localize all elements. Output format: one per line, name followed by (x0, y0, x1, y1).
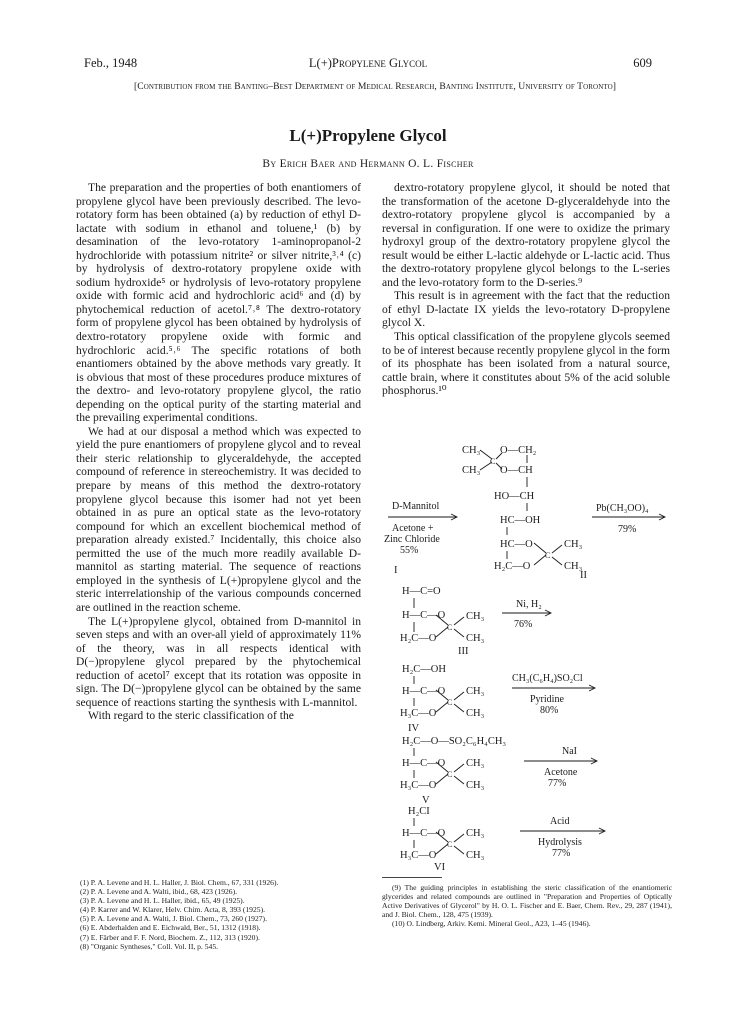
paragraph: dextro-rotatory propylene glycol, it should be noted that the transformation of the acetone D-glyceraldehyde into the dextro-rotatory propylene glycol is accompanied by a reversal in configuration. If one were to oxidize the primary hydroxyl group of the dextro-rotatory propylene glycol the result would be either L-lactic aldehyde or L-lactic acid. Thus the dextro-rotatory propylene glycol belongs to the L-series and the levo-rotatory form to the D-series.⁹ (382, 181, 670, 289)
compound-label: V (422, 795, 430, 806)
footnote: (8) "Organic Syntheses," Coll. Vol. II, p. 545. (80, 941, 219, 951)
ring-ch3: CH₃ (466, 758, 485, 769)
chain-group: H₃C—O (400, 780, 437, 791)
chain-group: H₂C—O (400, 633, 437, 644)
bond (454, 617, 464, 625)
ring-ch3: CH₃ (564, 561, 583, 572)
footnote: (3) P. A. Levene and H. L. Haller, ibid., 65, 49 (1925). (80, 896, 245, 906)
yield: 80% (540, 705, 559, 716)
bond (496, 453, 502, 459)
footnote: (5) P. A. Levene and A. Walti, J. Biol. Chem., 73, 260 (1927). (80, 914, 267, 924)
ring-ch3: CH₃ (466, 686, 485, 697)
footnotes-right (382, 883, 672, 928)
left-column (76, 181, 361, 723)
reagent: NaI (562, 746, 577, 757)
footnote: (10) O. Lindberg, Arkiv. Kemi. Mineral Geol., A23, 1–45 (1946). (392, 919, 591, 929)
bond (552, 557, 562, 565)
chain-group: HC—OH (500, 515, 541, 526)
paragraph: With regard to the steric classification of the (88, 709, 294, 723)
bond (454, 629, 464, 637)
chain-group: H₃C—O (400, 850, 437, 861)
chain-group: HO—CH (494, 491, 535, 502)
ring-ch3: CH₃ (462, 465, 481, 476)
compound-label: II (580, 570, 587, 581)
paragraph: This optical classification of the propylene glycols seemed to be of interest because recently propylene glycol in the form of its phosphate has been isolated from a natural source, cattle brain, where it constitutes about 5% of the acid soluble phosphorus.¹⁰ (382, 330, 670, 398)
compound-III (400, 586, 485, 657)
byline: By Erich Baer and Hermann O. L. Fischer (262, 158, 474, 170)
ketal-carbon: C (490, 457, 496, 466)
ring-ch3: CH₃ (466, 611, 485, 622)
paragraph: The preparation and the properties of both enantiomers of propylene glycol have been previously described. The levo-rotatory form has been obtained (a) by reduction of ethyl D-lactate with sodium in ethanol and toluene,¹ (b) by desamination of the levo-rotatory 1-aminopropanol-2 hydrochloride with potassium nitrite² or silver nitrite,³˒⁴ (c) by hydrolysis of dextro-rotatory propylene oxide with sodium hydroxide⁵ or hydrolysis of levo-rotatory propylene oxide with formic acid and hydrochloric acid⁶ and (d) by phytochemical reduction of acetol.⁷˒⁸ The dextro-rotatory form of propylene glycol has been obtained by hydrolysis of dextro-rotatory propylene oxide with formic and hydrochloric acid.⁵˒⁶ The specific rotations of both enantiomers obtained by the above methods vary greatly. It is obvious that most of these procedures produce mixtures of the dextro- and levo-rotatory propylene glycol, the ratio depending on the optical purity of the starting material and the prevailing experimental conditions. (76, 181, 361, 425)
condition: Acetone + (392, 523, 434, 534)
chain-group: H₃C—O (400, 708, 437, 719)
step-5 (524, 746, 597, 789)
chain-group: H—C=O (402, 586, 441, 597)
yield: 79% (618, 524, 637, 535)
yield: 77% (552, 848, 571, 859)
step-2 (592, 503, 665, 535)
condition: Acetone (544, 767, 578, 778)
ketal-carbon: C (447, 770, 453, 779)
bond (454, 692, 464, 700)
ring-ch3: CH₃ (462, 445, 481, 456)
condition: 55% (400, 545, 419, 556)
ketal-carbon: C (447, 623, 453, 632)
paragraph: This result is in agreement with the fact that the reduction of ethyl D-lactate IX yields the levo-rotatory D-propylene glycol X. (382, 289, 670, 330)
compound-label: I (394, 565, 398, 576)
ring-oxygen: O—CH₂ (500, 445, 537, 456)
yield: 77% (548, 778, 567, 789)
footnote: (6) E. Abderhalden and E. Eichwald, Ber., 51, 1312 (1918). (80, 923, 261, 933)
condition: Hydrolysis (538, 837, 582, 848)
paragraph: The L(+)propylene glycol, obtained from D-mannitol in seven steps and with an over-all yield of approximately 11% of the theory, was in all respects identical with D(−)propylene glycol prepared by the phytochemical reduction of acetol⁷ except that its rotation was opposite in sign. The D(−)propylene glycol can be obtained by the same sequence of reactions starting the synthesis with L-mannitol. (76, 614, 361, 709)
footnote: (4) P. Karrer and W. Klarer, Helv. Chim. Acta, 8, 393 (1925). (80, 905, 265, 915)
compound-I-II (394, 445, 587, 581)
bond (454, 834, 464, 842)
step-6 (520, 816, 605, 859)
ring-ch3: CH₃ (466, 633, 485, 644)
ketal-carbon: C (447, 840, 453, 849)
step-4 (512, 673, 595, 716)
reaction-scheme (382, 441, 672, 871)
step-1 (384, 501, 457, 556)
step-3 (502, 599, 551, 630)
footnote: (2) P. A. Levene and A. Walti, ibid., 68, 423 (1926). (80, 887, 238, 897)
reagent: CH₃(C₆H₄)SO₂Cl (512, 673, 583, 684)
chain-group: HC—O (500, 539, 533, 550)
condition: Zinc Chloride (384, 534, 440, 545)
chain-group: H₂CI (408, 806, 430, 817)
bond (552, 545, 562, 553)
footnote: (1) P. A. Levene and H. L. Haller, J. Biol. Chem., 67, 331 (1926). (80, 878, 279, 887)
ring-ch3: CH₃ (564, 539, 583, 550)
bond (454, 846, 464, 854)
chain-group: H—C—O (402, 828, 446, 839)
ring-ch3: CH₃ (466, 828, 485, 839)
chain-group: H—C—O (402, 610, 446, 621)
running-title: L(+)Propylene Glycol (308, 56, 428, 70)
bond (454, 776, 464, 784)
ketal-carbon: C (447, 698, 453, 707)
compound-label: VI (434, 862, 446, 871)
compound-label: IV (408, 723, 420, 734)
article-title: L(+)Propylene Glycol (289, 126, 447, 145)
chain-group: H₂C—OH (402, 664, 446, 675)
ketal-carbon: C (545, 551, 551, 560)
reagent: D-Mannitol (392, 501, 440, 512)
ring-ch3: CH₃ (466, 780, 485, 791)
reagent: Pb(CH₃OO)₄ (596, 503, 649, 514)
bond (454, 704, 464, 712)
chain-group: H—C—O (402, 758, 446, 769)
page-number: 609 (633, 56, 652, 70)
reagent: Ni, H₂ (516, 599, 542, 610)
reagent: Acid (550, 816, 570, 827)
compound-label: III (458, 646, 469, 657)
issue-date: Feb., 1948 (84, 56, 138, 70)
running-head (84, 56, 652, 74)
ring-ch3: CH₃ (466, 850, 485, 861)
compound-V (400, 736, 506, 806)
chain-group: H—C—O (402, 686, 446, 697)
compound-IV (400, 664, 485, 734)
chain-group: H₂C—O (494, 561, 531, 572)
compound-VI (400, 806, 485, 871)
footnotes-left (76, 878, 366, 951)
ring-oxygen: O—CH (500, 465, 533, 476)
footnote-rule (382, 877, 442, 878)
condition: Pyridine (530, 694, 564, 705)
footnote: (9) The guiding principles in establishing the steric classification of the enantiomeric glycerides and related compounds are outlined in "Preparation and Properties of Optically Active Derivatives of Glycerol" by H. O. L. Fischer and E. Baer, Chem. Rev., 29, 287 (1941), and J. Biol. Chem., 128, 475 (1939). (382, 883, 672, 920)
right-column (382, 181, 670, 398)
chain-group: H₂C—O—SO₂C₆H₄CH₃ (402, 736, 507, 747)
paragraph: We had at our disposal a method which was expected to yield the pure enantiomers of propylene glycol and to reveal their steric relationship to glyceraldehyde, the accepted compound of reference in stereochemistry. It was decided to prepare by means of this method the dextro-rotatory propylene glycol because this isomer had not yet been obtained in as pure an optical state as the levo-rotatory compound for which an excellent biochemical method of preparation already existed.⁷ Incidentally, this choice also permitted the use of the much more readily available D-mannitol as starting material. The sequence of reactions employed in the synthesis of L(+)propylene glycol and the steric interrelationship of the various compounds concerned are outlined in the reaction scheme. (76, 424, 361, 614)
ring-ch3: CH₃ (466, 708, 485, 719)
bond (454, 764, 464, 772)
footnote: (7) E. Färber and F. F. Nord, Biochem. Z., 112, 313 (1920). (80, 932, 260, 942)
yield: 76% (514, 619, 533, 630)
contribution-line: [Contribution from the Banting–Best Department of Medical Research, Banting Institute, University of Toronto] (133, 81, 617, 92)
